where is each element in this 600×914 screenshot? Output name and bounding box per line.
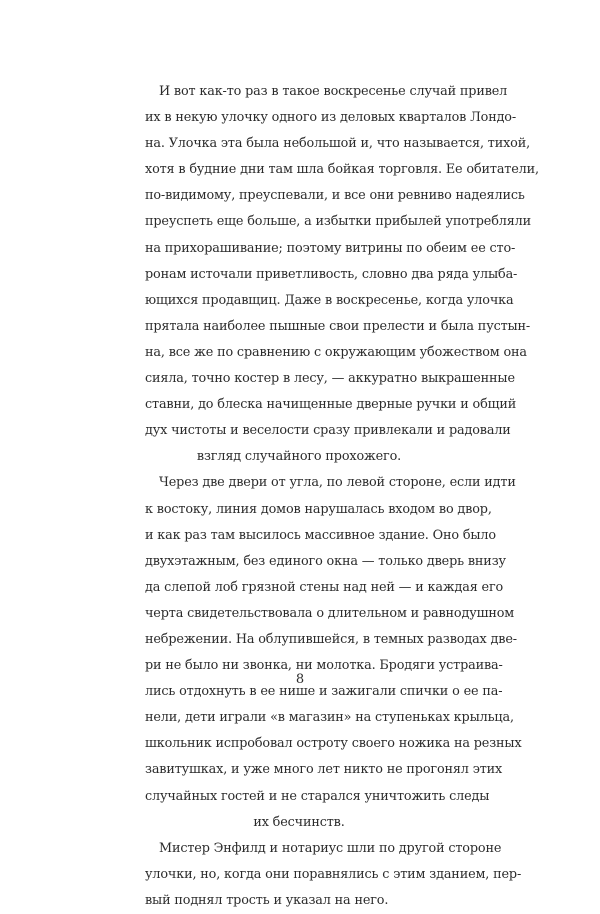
text-line: на, все же по сравнению с окружающим убожеством она [145, 344, 527, 360]
text-line: по-видимому, преуспевали, и все они ревниво надеялись [145, 188, 525, 204]
text-line: взгляд случайного прохожего. [196, 449, 402, 465]
text-line: прятала наиболее пышные свои прелести и была пустын- [145, 318, 531, 334]
text-line: хотя в будние дни там шла бойкая торговля. Ее обитатели, [145, 162, 539, 178]
text-line: ри не было ни звонка, ни молотка. Бродяги устраива- [145, 658, 503, 674]
text-line: ставни, до блеска начищенные дверные ручки и общий [145, 397, 517, 413]
text-line: ронам источали приветливость, словно два ряда улыба- [145, 266, 518, 282]
text-line: Мистер Энфилд и нотариус шли по другой стороне [159, 840, 502, 856]
text-line: сияла, точно костер в лесу, — аккуратно выкрашенные [145, 371, 515, 387]
text-line: школьник испробовал остроту своего ножика на резных [145, 736, 522, 752]
text-line: вый поднял трость и указал на него. [145, 892, 389, 908]
text-line: небрежении. На облупившейся, в темных разводах две- [145, 631, 517, 647]
text-line: к востоку, линия домов нарушалась входом во двор, [145, 501, 492, 517]
text-line: черта свидетельствовала о длительном и равнодушном [145, 605, 515, 621]
text-line: лись отдохнуть в ее нише и зажигали спички о ее па- [145, 684, 503, 700]
text-line: Через две двери от угла, по левой стороне, если идти [159, 475, 516, 491]
text-line: случайных гостей и не старался уничтожить следы [145, 788, 490, 804]
text-line: и как раз там высилось массивное здание. Оно было [145, 527, 496, 543]
text-line: ющихся продавщиц. Даже в воскресенье, когда улочка [145, 292, 514, 308]
text-line: на. Улочка эта была небольшой и, что называется, тихой, [145, 136, 531, 152]
page-number: 8 [295, 672, 305, 687]
text-line: улочки, но, когда они поравнялись с этим зданием, пер- [145, 866, 522, 882]
body-text [145, 79, 539, 914]
text-line: их в некую улочку одного из деловых кварталов Лондо- [145, 110, 517, 126]
text-line: дух чистоты и веселости сразу привлекали и радовали [145, 423, 511, 439]
text-line: нели, дети играли «в магазин» на ступеньках крыльца, [145, 710, 514, 726]
text-line: их бесчинств. [253, 814, 345, 830]
text-line: И вот как-то раз в такое воскресенье случай привел [159, 84, 508, 99]
text-line: на прихорашивание; поэтому витрины по обеим ее сто- [145, 240, 516, 256]
text-line: преуспеть еще больше, а избытки прибылей употребляли [145, 214, 532, 230]
text-line: да слепой лоб грязной стены над ней — и каждая его [145, 579, 504, 595]
text-line: завитушках, и уже много лет никто не прогонял этих [145, 762, 503, 778]
text-line: двухэтажным, без единого окна — только дверь внизу [145, 553, 506, 569]
